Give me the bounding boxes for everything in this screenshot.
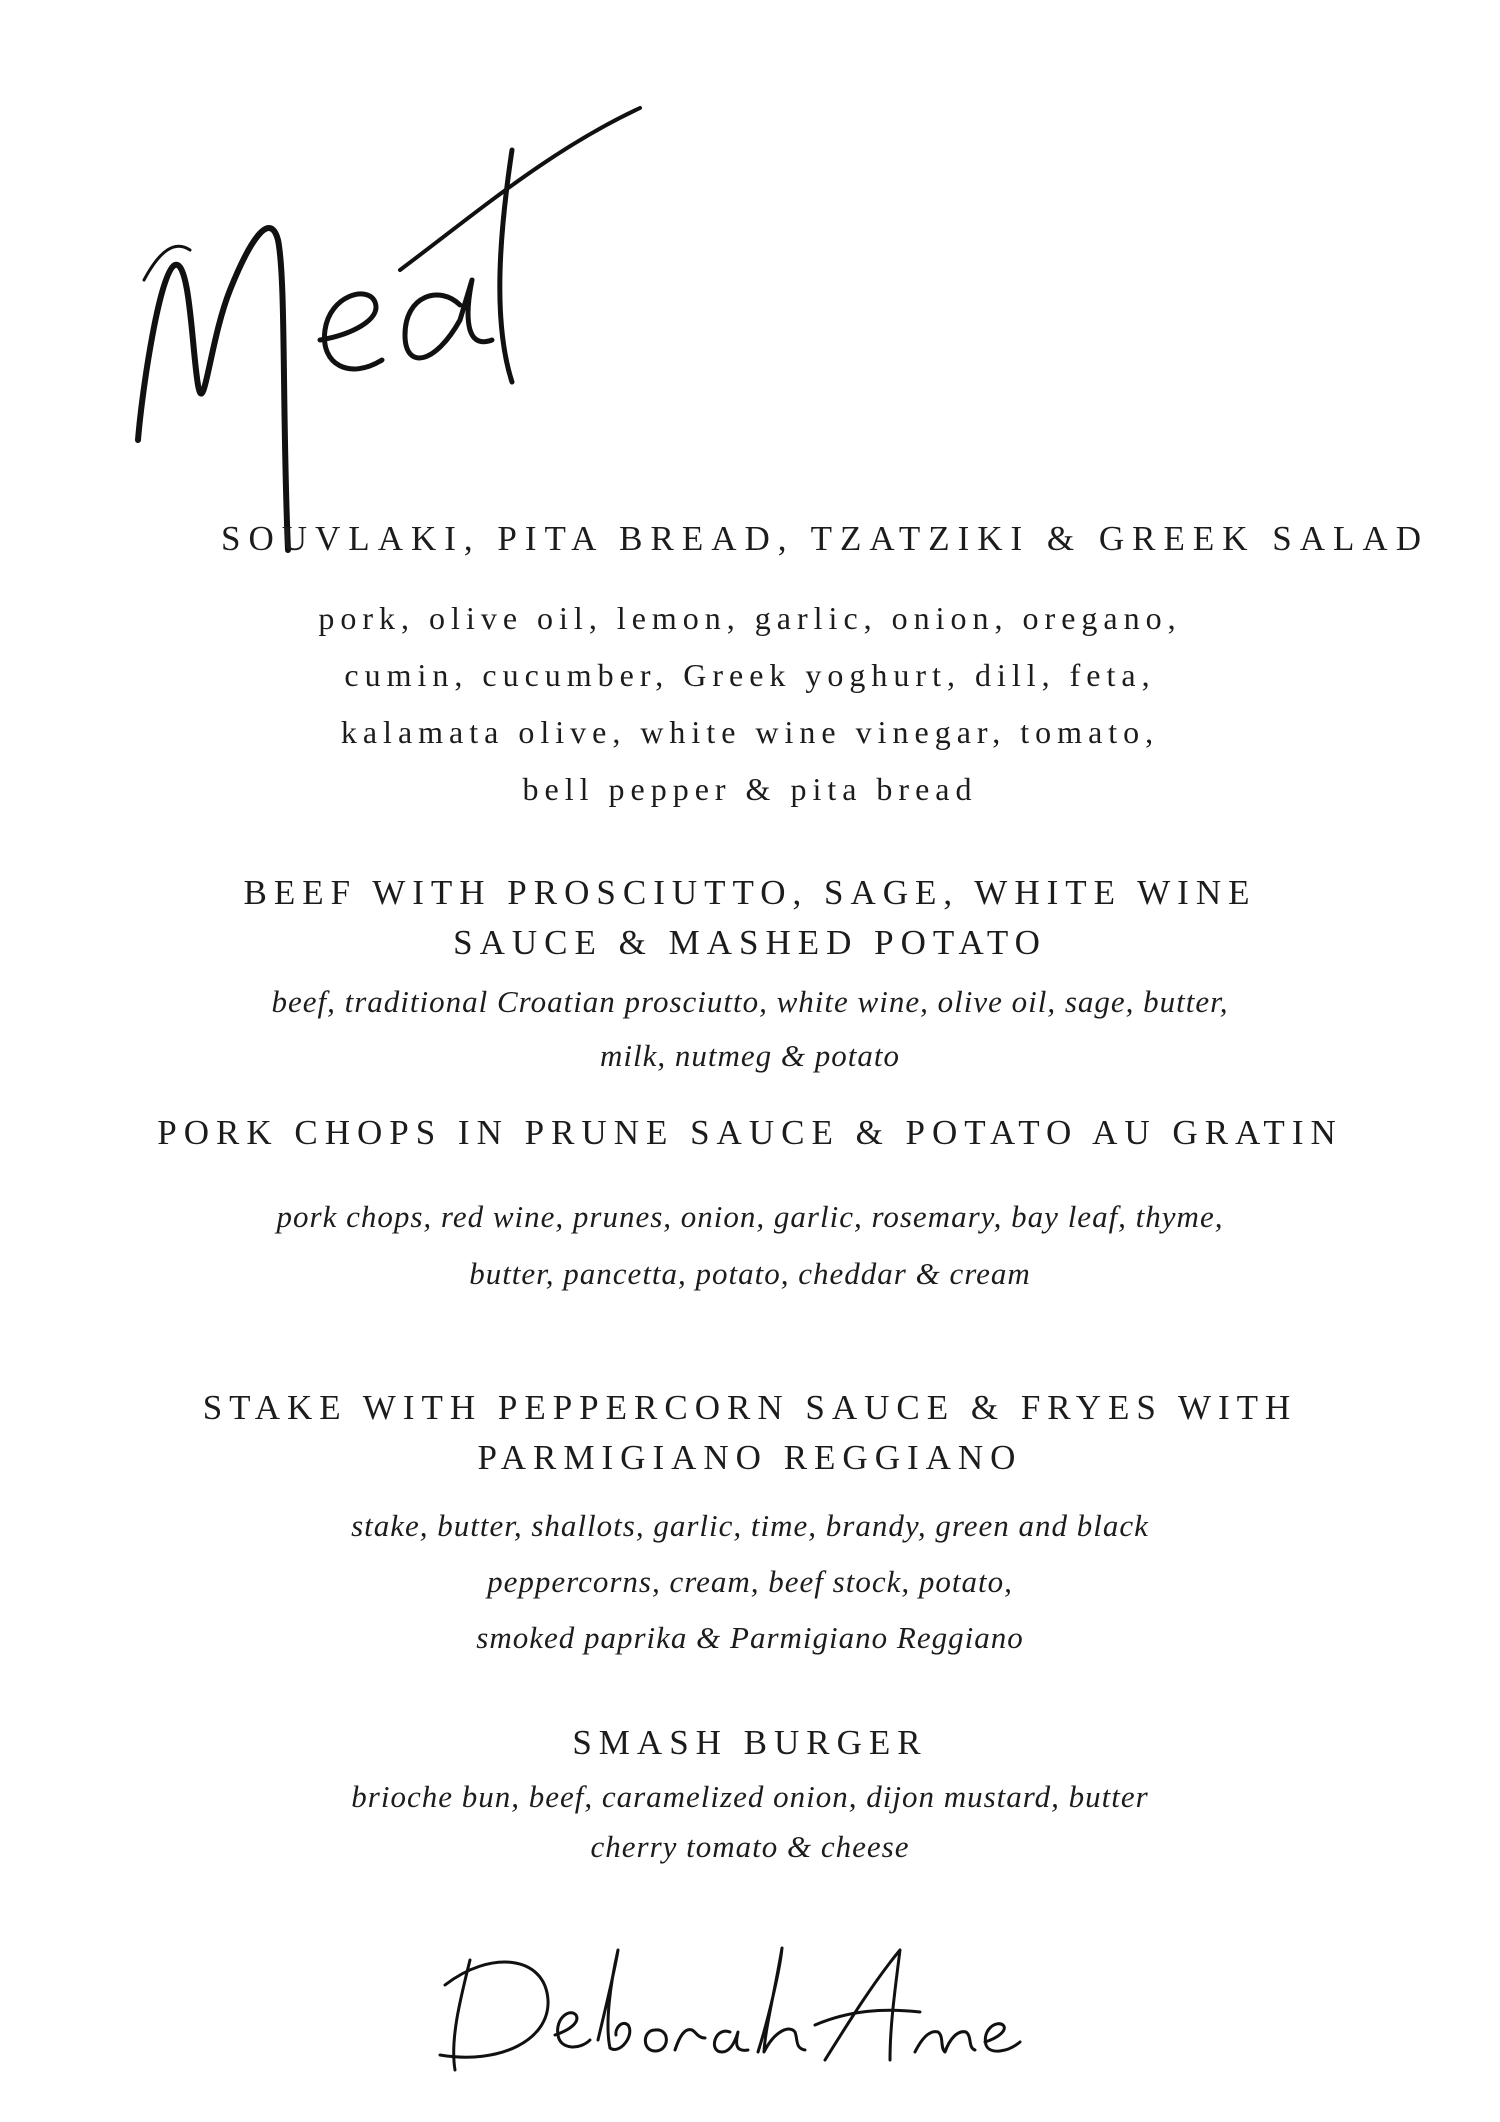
dish-2-ingredient-line: beef, traditional Croatian prosciutto, white wine, olive oil, sage, butter,	[271, 984, 1229, 1019]
dish-2-name	[0, 868, 1500, 968]
dish-5-ingredients	[0, 1772, 1500, 1872]
dish-5-ingredient-line: brioche bun, beef, caramelized onion, dijon mustard, butter	[351, 1779, 1149, 1814]
dish-4-ingredient-line: peppercorns, cream, beef stock, potato,	[487, 1564, 1013, 1599]
dish-1-ingredient-line: pork, olive oil, lemon, garlic, onion, oregano,	[318, 600, 1182, 636]
dish-4-name-line: PARMIGIANO REGGIANO	[477, 1438, 1023, 1477]
dish-5-name: SMASH BURGER	[572, 1723, 928, 1762]
dish-1-ingredient-line: kalamata olive, white wine vinegar, tomato,	[340, 714, 1160, 750]
dish-3-ingredients	[0, 1188, 1500, 1302]
dish-2-ingredient-line: milk, nutmeg & potato	[600, 1038, 900, 1073]
dish-1-ingredients	[0, 590, 1500, 818]
dish-4-name	[0, 1383, 1500, 1483]
menu-title-script	[120, 90, 680, 560]
dish-3-ingredient-line: pork chops, red wine, prunes, onion, garlic, rosemary, bay leaf, thyme,	[276, 1199, 1224, 1234]
dish-4-ingredient-line: stake, butter, shallots, garlic, time, brandy, green and black	[351, 1508, 1149, 1543]
dish-4-ingredients	[0, 1498, 1500, 1666]
dish-2-name-line: BEEF WITH PROSCIUTTO, SAGE, WHITE WINE	[243, 873, 1257, 912]
dish-1-name: SOUVLAKI, PITA BREAD, TZATZIKI & GREEK SALAD	[221, 519, 1429, 558]
dish-1-ingredient-line: bell pepper & pita bread	[522, 771, 978, 807]
dish-4-name-line: STAKE WITH PEPPERCORN SAUCE & FRYES WITH	[202, 1388, 1298, 1427]
signature-script	[430, 1930, 1090, 2080]
dish-3-name: PORK CHOPS IN PRUNE SAUCE & POTATO AU GRATIN	[157, 1113, 1343, 1152]
dish-2-name-line: SAUCE & MASHED POTATO	[453, 923, 1047, 962]
dish-1-ingredient-line: cumin, cucumber, Greek yoghurt, dill, feta,	[344, 657, 1156, 693]
dish-3-ingredient-line: butter, pancetta, potato, cheddar & cream	[469, 1256, 1031, 1291]
dish-2-ingredients	[0, 975, 1500, 1083]
dish-5-ingredient-line: cherry tomato & cheese	[590, 1829, 910, 1864]
dish-4-ingredient-line: smoked paprika & Parmigiano Reggiano	[476, 1620, 1024, 1655]
